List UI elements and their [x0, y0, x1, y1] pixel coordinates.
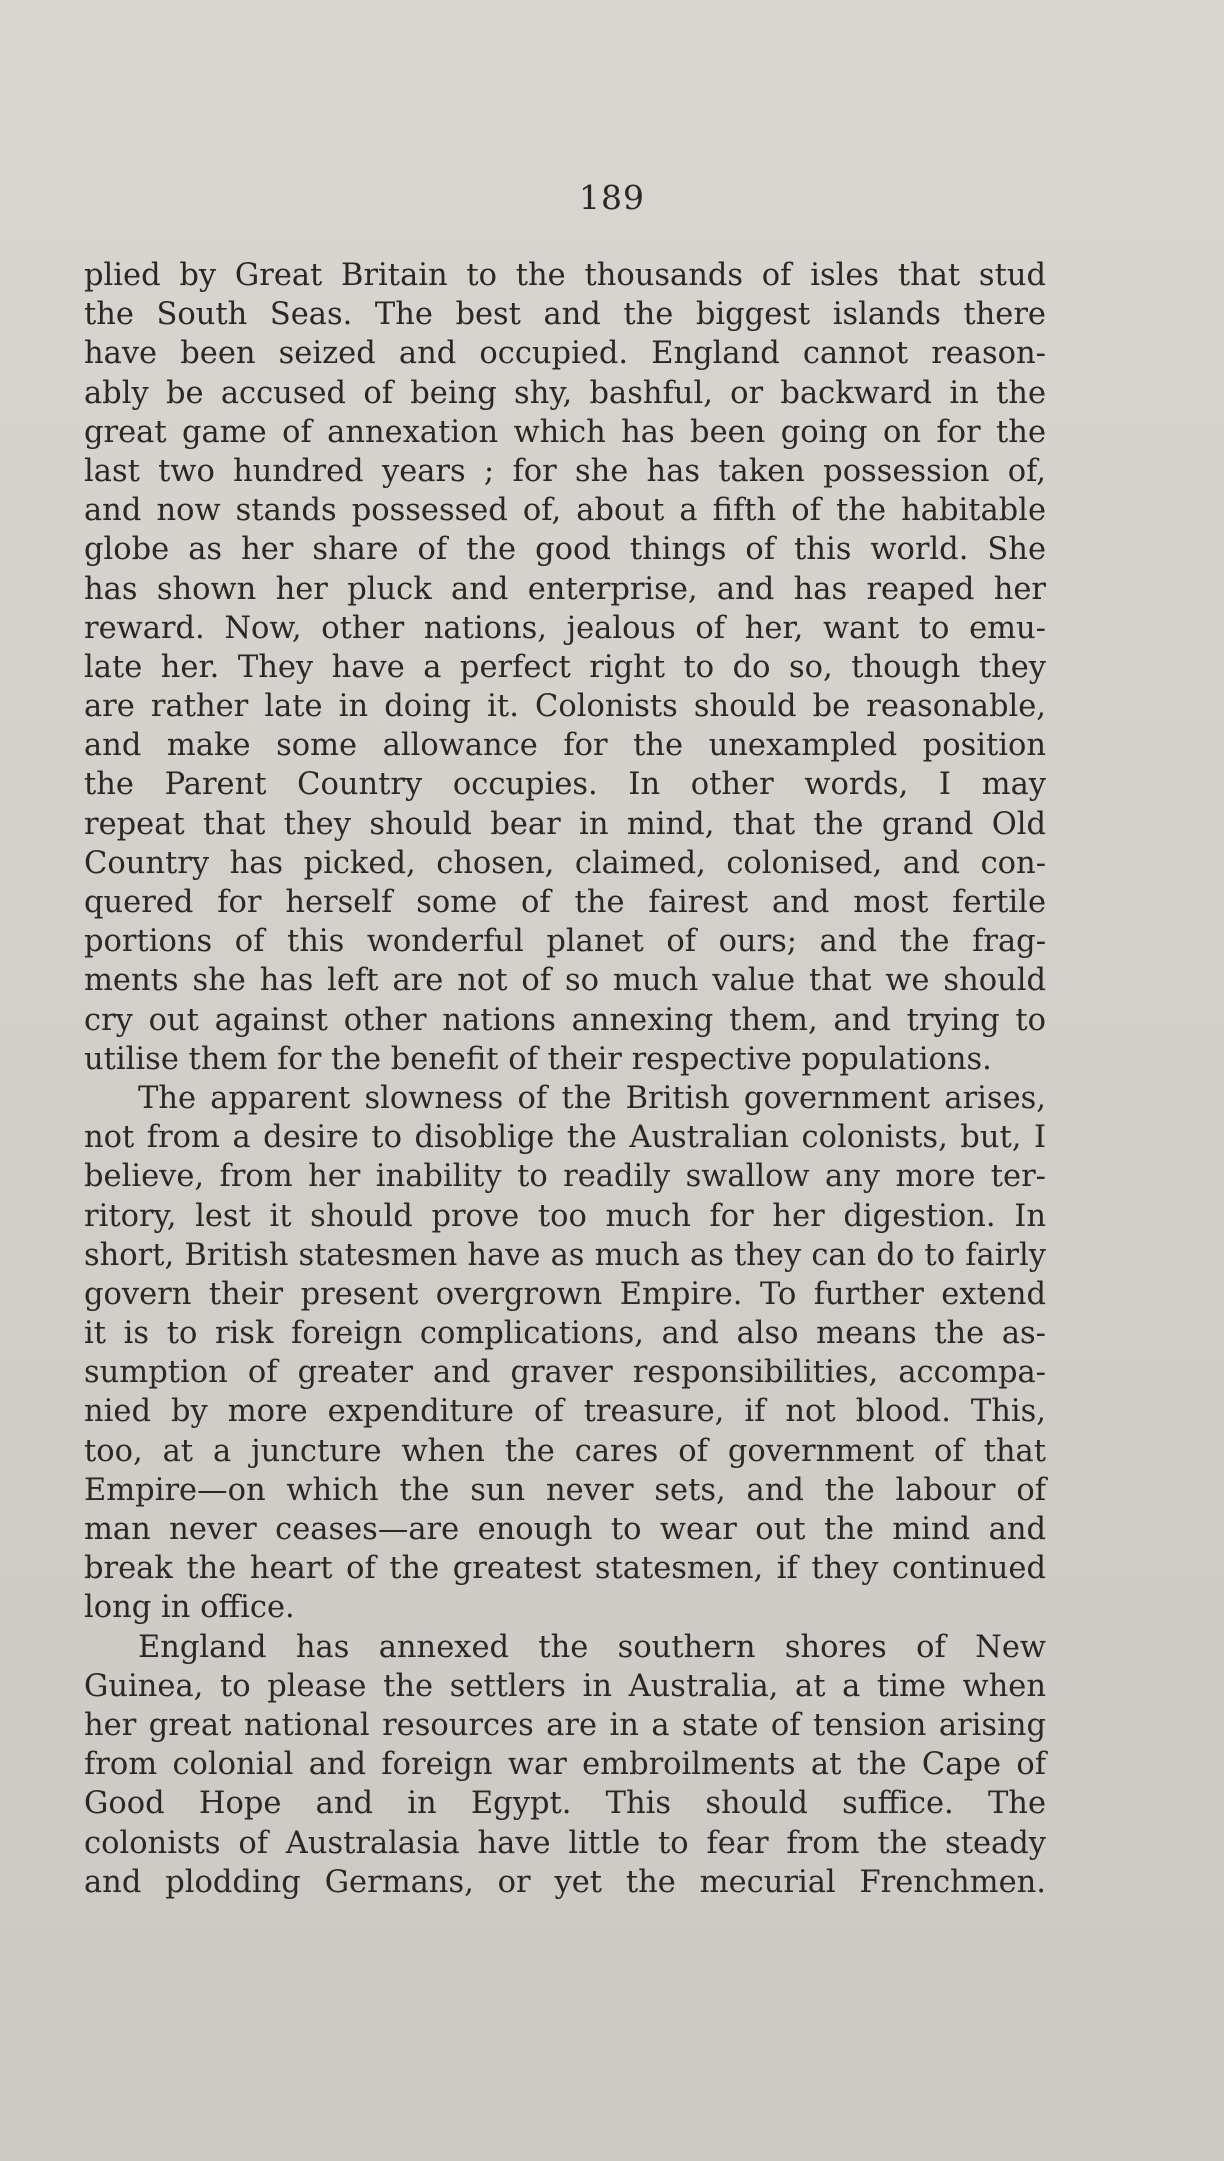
text-line: believe, from her inability to readily swallow any more ter-: [84, 1159, 1046, 1195]
text-line: last two hundred years ; for she has taken possession of,: [84, 453, 1046, 489]
text-line: quered for herself some of the fairest and most fertile: [84, 885, 1046, 920]
text-line: Empire—on which the sun never sets, and the labour of: [84, 1472, 1046, 1508]
text-line: from colonial and foreign war embroilments at the Cape of: [84, 1747, 1046, 1783]
text-line: break the heart of the greatest statesmen, if they continued: [84, 1551, 1046, 1587]
text-line: and make some allowance for the unexampled position: [84, 728, 1046, 764]
text-line: Good Hope and in Egypt. This should suffice. The: [84, 1786, 1046, 1822]
text-line: her great national resources are in a state of tension arising: [84, 1707, 1046, 1743]
text-line: man never ceases—are enough to wear out the mind and: [84, 1512, 1046, 1547]
text-line: ably be accused of being shy, bashful, or backward in the: [84, 375, 1046, 411]
text-line: repeat that they should bear in mind, that the grand Old: [84, 806, 1046, 842]
text-line: Country has picked, chosen, claimed, colonised, and con-: [84, 845, 1046, 881]
text-line: it is to risk foreign complications, and also means the as-: [84, 1316, 1046, 1352]
text-line: late her. They have a perfect right to do so, though they: [84, 649, 1046, 685]
text-line: England has annexed the southern shores of New: [138, 1629, 1046, 1665]
text-line: not from a desire to disoblige the Australian colonists, but, I: [84, 1120, 1046, 1156]
text-line: the South Seas. The best and the biggest islands there: [84, 297, 1046, 333]
text-line: and now stands possessed of, about a fifth of the habitable: [84, 493, 1046, 529]
text-line: and plodding Germans, or yet the mecurial Frenchmen.: [84, 1864, 1046, 1900]
text-line: plied by Great Britain to the thousands of isles that stud: [84, 258, 1046, 293]
text-line: great game of annexation which has been going on for the: [84, 414, 1046, 450]
text-line: globe as her share of the good things of this world. She: [84, 532, 1046, 568]
text-line: long in office.: [84, 1590, 295, 1626]
text-line: the Parent Country occupies. In other words, I may: [84, 767, 1046, 803]
text-line: Guinea, to please the settlers in Australia, at a time when: [84, 1668, 1046, 1704]
text-line: ritory, lest it should prove too much for her digestion. In: [84, 1198, 1046, 1234]
text-line: colonists of Australasia have little to fear from the steady: [84, 1825, 1046, 1861]
text-line: ments she has left are not of so much value that we should: [84, 963, 1046, 999]
text-line: reward. Now, other nations, jealous of her, want to emu-: [84, 610, 1046, 646]
page-number: 189: [579, 178, 645, 217]
text-line: sumption of greater and graver responsibilities, accompa-: [84, 1355, 1046, 1391]
text-line: short, British statesmen have as much as they can do to fairly: [84, 1237, 1046, 1273]
text-line: govern their present overgrown Empire. To further extend: [84, 1276, 1046, 1312]
text-line: portions of this wonderful planet of ours; and the frag-: [84, 924, 1046, 960]
text-line: The apparent slowness of the British government arises,: [138, 1080, 1046, 1116]
text-line: nied by more expenditure of treasure, if not blood. This,: [84, 1394, 1046, 1430]
text-line: utilise them for the benefit of their respective populations.: [84, 1041, 992, 1077]
text-line: are rather late in doing it. Colonists should be reasonable,: [84, 689, 1046, 725]
text-line: have been seized and occupied. England cannot reason-: [84, 336, 1046, 372]
text-line: too, at a juncture when the cares of government of that: [84, 1433, 1046, 1469]
body-text: [84, 256, 1046, 1902]
text-line: cry out against other nations annexing them, and trying to: [84, 1002, 1046, 1038]
text-line: has shown her pluck and enterprise, and has reaped her: [84, 571, 1046, 607]
